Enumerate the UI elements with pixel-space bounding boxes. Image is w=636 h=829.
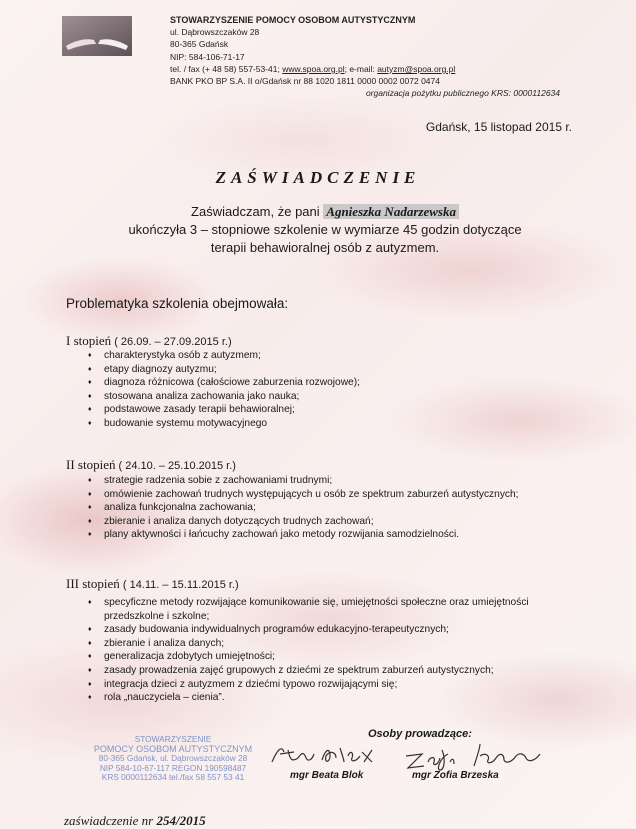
stage-2-label: II stopień (66, 457, 116, 472)
list-item: ♦ zbieranie i analiza danych dotyczących trudnych zachowań; (84, 515, 536, 529)
stage-1-heading (66, 333, 232, 349)
problems-heading: Problematyka szkolenia obejmowała: (66, 296, 289, 311)
stage-3-dates: ( 14.11. – 15.11.2015 r.) (119, 579, 239, 591)
org-opp-status: organizacja pożytku publicznego KRS: 0000112634 (365, 88, 560, 99)
certificate-number-value: 254/2015 (156, 813, 206, 828)
list-item: ♦ analiza funkcjonalna zachowania; (84, 501, 536, 515)
stage-2-heading (66, 457, 236, 473)
org-bank: BANK PKO BP S.A. II o/Gdańsk nr 88 1020 1811 0000 0002 0072 0474 (170, 76, 440, 87)
signature-beata-blok (268, 740, 388, 774)
stage-1-dates: ( 26.09. – 27.09.2015 r.) (111, 336, 232, 348)
email-link[interactable]: autyzm@spoa.org.pl (377, 63, 456, 74)
list-item: ♦ strategie radzenia sobie z zachowaniami trudnymi; (84, 474, 536, 488)
list-item: ♦ integracja dzieci z autyzmem z dziećmi typowo rozwijającymi się; (84, 678, 564, 692)
list-item: ♦ charakterystyka osób z autyzmem; (84, 349, 574, 363)
letterhead (170, 14, 560, 99)
certificate-statement (60, 203, 590, 257)
instructor-1-name: mgr Beata Blok (290, 770, 364, 781)
list-item: ♦ stosowana analiza zachowania jako nauka; (84, 390, 574, 404)
stamp-line-3: 80-365 Gdańsk, ul. Dąbrowszczaków 28 (98, 753, 248, 764)
stage-2-dates: ( 24.10. – 25.10.2015 r.) (115, 460, 236, 472)
org-contact (170, 63, 560, 75)
list-item: ♦ budowanie systemu motywacyjnego (84, 417, 574, 431)
stamp-line-4: NIP 584-10-67-117 REGON 190598487 (99, 762, 247, 773)
list-item: ♦ podstawowe zasady terapii behawioralnej; (84, 403, 574, 417)
certificate-number-prefix: zaświadczenie nr (64, 813, 157, 828)
list-item: ♦ etapy diagnozy autyzmu; (84, 363, 574, 377)
organization-logo (62, 16, 132, 56)
list-item: ♦ zbieranie i analiza danych; (84, 637, 564, 651)
statement-line-2: ukończyła 3 – stopniowe szkolenie w wymiarze 45 godzin dotyczące (128, 222, 522, 237)
org-postal: 80-365 Gdańsk (170, 39, 229, 50)
organization-stamp (78, 735, 268, 783)
participant-name: Agnieszka Nadarzewska (323, 204, 459, 219)
list-item: ♦ specyficzne metody rozwijające komunikowanie się, umiejętności społeczne oraz umiejętności przedszkolne i szkolne; (84, 596, 564, 623)
document-title: ZAŚWIADCZENIE (215, 168, 421, 187)
list-item: ♦ zasady prowadzenia zajęć grupowych z dziećmi ze spektrum zaburzeń autystycznych; (84, 664, 564, 678)
statement-line-3: terapii behawioralnej osób z autyzmem. (210, 240, 440, 255)
statement-prefix: Zaświadczam, że pani (191, 204, 324, 219)
certificate-number (64, 813, 206, 829)
list-item: ♦ generalizacja zdobytych umiejętności; (84, 650, 564, 664)
signature-zofia-brzeska (400, 740, 550, 774)
org-street: ul. Dąbrowszczaków 28 (170, 27, 260, 38)
list-item: ♦ diagnoza różnicowa (całościowe zaburzenia rozwojowe); (84, 376, 574, 390)
stage-1-label: I stopień (66, 333, 112, 348)
stamp-line-1: STOWARZYSZENIE (134, 734, 212, 744)
stage-3-heading (66, 576, 239, 592)
org-nip: NIP: 584-106-71-17 (170, 51, 245, 62)
stage-3-topics (84, 596, 564, 705)
stage-3-label: III stopień (66, 576, 120, 591)
list-item: ♦ plany aktywności i łańcuchy zachowań jako metody rozwijania samodzielności. (84, 528, 536, 542)
org-name: STOWARZYSZENIE POMOCY OSOBOM AUTYSTYCZNYM (170, 15, 416, 25)
org-phone: tel. / fax (+ 48 58) 557-53-41; (170, 63, 283, 74)
email-prefix: ; e-mail: (344, 63, 378, 74)
stamp-line-2: POMOCY OSOBOM AUTYSTYCZNYM (93, 743, 253, 754)
stamp-line-5: KRS 0000112634 tel./fax 58 557 53 41 (101, 772, 245, 783)
instructor-2-name: mgr Zofia Brzeska (412, 770, 499, 781)
stage-1-topics (84, 349, 574, 431)
issue-date: Gdańsk, 15 listopad 2015 r. (425, 120, 572, 134)
list-item: ♦ omówienie zachowań trudnych występujących u osób ze spektrum zaburzeń autystycznych; (84, 488, 536, 502)
list-item: ♦ rola „nauczyciela – cienia”. (84, 691, 564, 705)
stage-2-topics (84, 474, 536, 542)
website-link[interactable]: www.spoa.org.pl (282, 63, 345, 74)
list-item: ♦ zasady budowania indywidualnych programów edukacyjno-terapeutycznych; (84, 623, 564, 637)
instructors-heading: Osoby prowadzące: (368, 728, 472, 740)
